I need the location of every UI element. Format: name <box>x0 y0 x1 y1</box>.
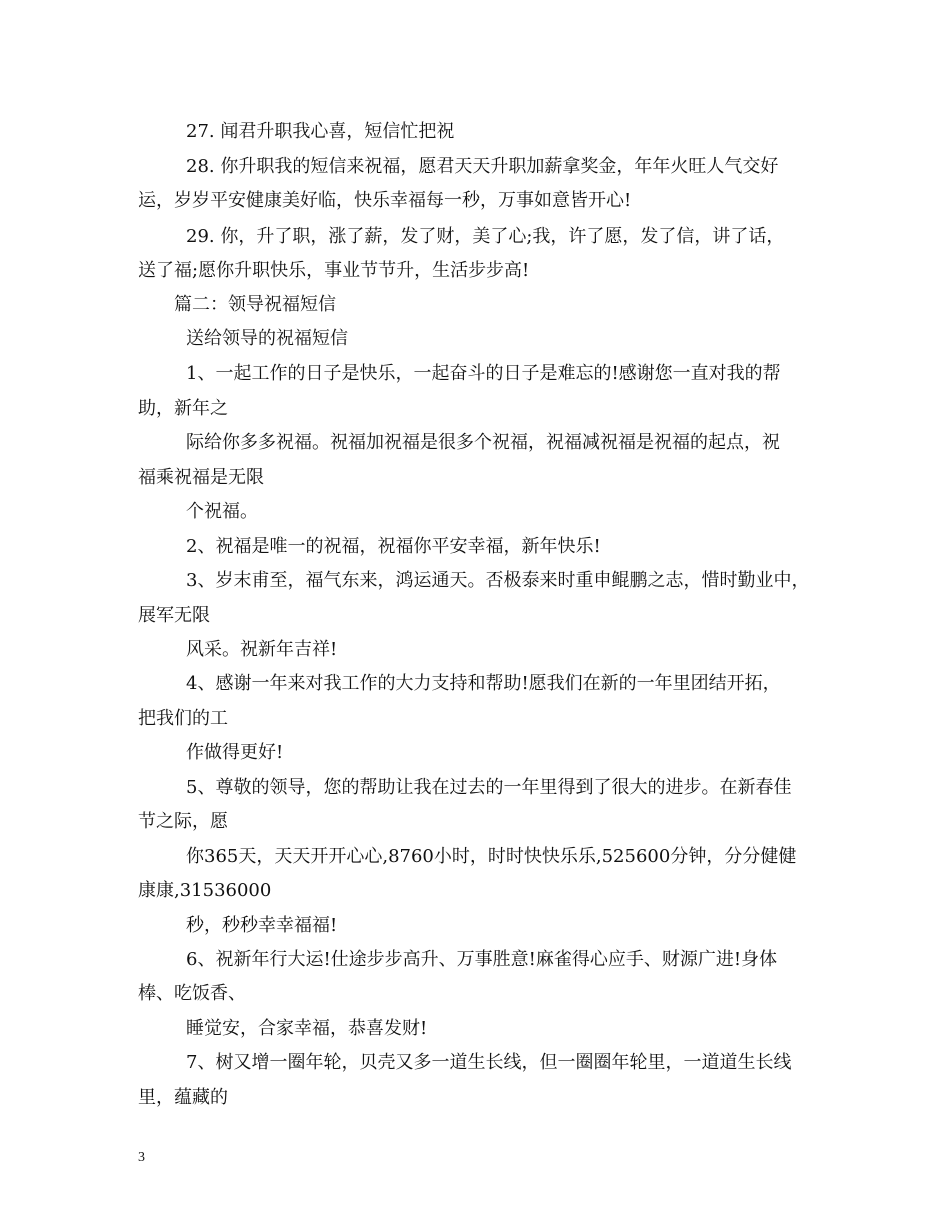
text-line: 送了福;愿你升职快乐，事业节节升，生活步步高! <box>138 260 530 281</box>
text-line: 康康,31536000 <box>138 880 272 901</box>
text-line: 助，新年之 <box>138 398 228 419</box>
text-line: 福乘祝福是无限 <box>138 467 264 488</box>
text-line: 29. 你，升了职，涨了薪，发了财，美了心;我，许了愿，发了信，讲了话， <box>186 226 785 247</box>
text-line: 1、一起工作的日子是快乐，一起奋斗的日子是难忘的!感谢您一直对我的帮 <box>186 363 781 384</box>
section-subheading: 送给领导的祝福短信 <box>186 328 348 349</box>
text-line: 展军无限 <box>138 605 210 626</box>
text-line: 7、树又增一圈年轮，贝壳又多一道生长线，但一圈圈年轮里，一道道生长线 <box>186 1052 792 1073</box>
text-line: 27. 闻君升职我心喜，短信忙把祝 <box>186 121 455 142</box>
text-line: 6、祝新年行大运!仕途步步高升、万事胜意!麻雀得心应手、财源广进!身体 <box>186 949 778 970</box>
text-line: 作做得更好! <box>186 742 284 763</box>
text-line: 棒、吃饭香、 <box>138 983 246 1004</box>
page-number: 3 <box>138 1150 145 1165</box>
text-line: 运，岁岁平安健康美好临，快乐幸福每一秒，万事如意皆开心! <box>138 190 632 211</box>
text-line: 个祝福。 <box>186 501 258 522</box>
text-line: 睡觉安，合家幸福，恭喜发财! <box>186 1018 428 1039</box>
text-line: 把我们的工 <box>138 708 228 729</box>
text-line: 28. 你升职我的短信来祝福，愿君天天升职加薪拿奖金，年年火旺人气交好 <box>186 156 779 177</box>
text-line: 节之际，愿 <box>138 811 228 832</box>
text-line: 5、尊敬的领导，您的帮助让我在过去的一年里得到了很大的进步。在新春佳 <box>186 777 792 798</box>
text-line: 际给你多多祝福。祝福加祝福是很多个祝福，祝福减祝福是祝福的起点，祝 <box>186 432 780 453</box>
text-line: 里，蕴藏的 <box>138 1087 228 1108</box>
text-line: 3、岁末甫至，福气东来，鸿运通天。否极泰来时重申鲲鹏之志，惜时勤业中， <box>186 570 810 591</box>
text-line: 你365天，天天开开心心,8760小时，时时快快乐乐,525600分钟，分分健健 <box>186 846 797 867</box>
text-line: 风采。祝新年吉祥! <box>186 639 338 660</box>
text-line: 2、祝福是唯一的祝福，祝福你平安幸福，新年快乐! <box>186 536 601 557</box>
section-heading: 篇二：领导祝福短信 <box>174 294 336 315</box>
text-line: 秒，秒秒幸幸福福! <box>186 915 338 936</box>
text-line: 4、感谢一年来对我工作的大力支持和帮助!愿我们在新的一年里团结开拓， <box>186 673 781 694</box>
